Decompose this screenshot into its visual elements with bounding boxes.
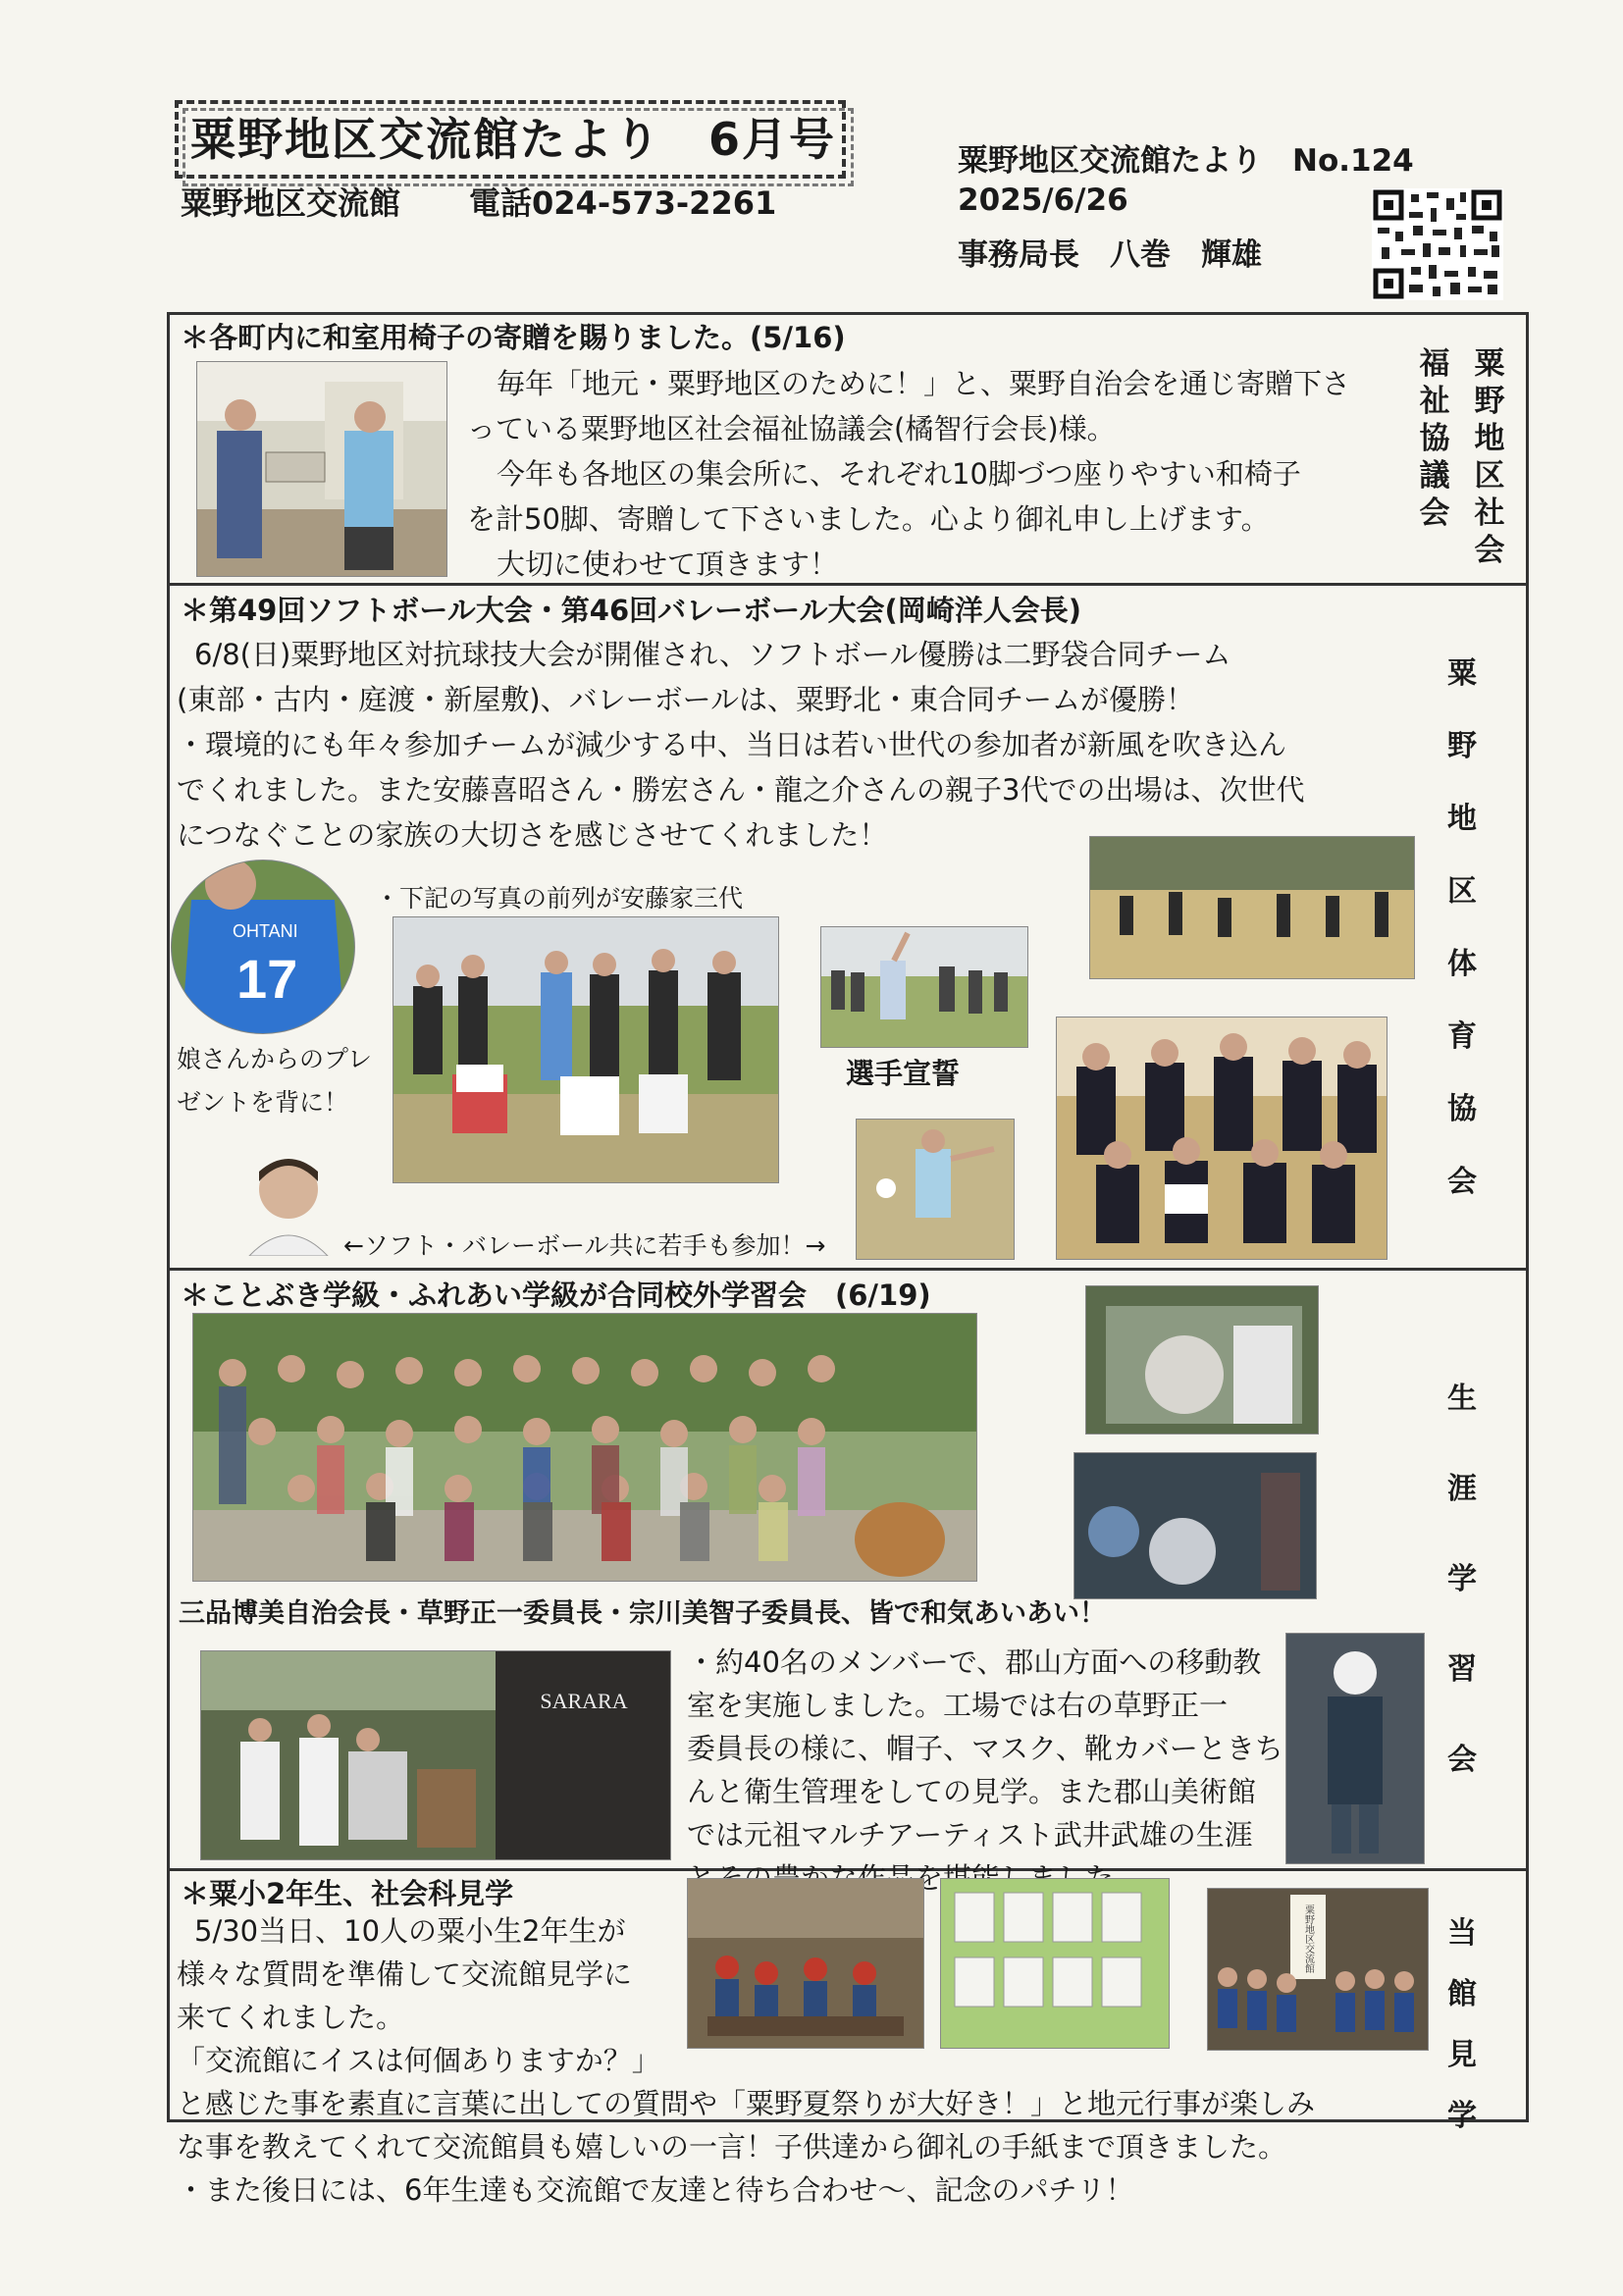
committee-chair-photo: [1285, 1633, 1425, 1864]
text-line: 毎年「地元・粟野地区のために！」と、粟野自治会を通じ寄贈下さ: [497, 367, 1351, 400]
students-classroom-photo: [687, 1878, 924, 2049]
text-line: (東部・古内・庭渡・新屋敷)、バレーボールは、粟野北・東合同チームが優勝！: [177, 683, 1195, 716]
jersey-name-text: OHTANI: [233, 921, 298, 941]
text-line: を計50脚、寄贈して下さいました。心より御礼申し上げます。: [467, 502, 1270, 536]
side-label-sports-association: 粟野地区体育協会: [1447, 656, 1477, 1199]
text-line: 5/30当日、10人の粟小生2年生が: [194, 1914, 626, 1948]
side-label-facility-visit: 当館見学: [1447, 1916, 1477, 2133]
young-players-caption: ←ソフト・バレーボール共に若手も参加！→: [343, 1231, 826, 1260]
section1-text: [467, 361, 1350, 587]
text-line: な事を教えてくれて交流館員も嬉しいの一言！子供達から御礼の手紙まで頂きました。: [177, 2130, 1287, 2164]
text-line: ・環境的にも年々参加チームが減少する中、当日は若い世代の参加者が新風を吹き込ん: [177, 728, 1287, 761]
text-line: 6/8(日)粟野地区対抗球技大会が開催され、ソフトボール優勝は二野袋合同チーム: [194, 638, 1231, 671]
text-line: 室を実施しました。工場では右の草野正一: [687, 1689, 1229, 1722]
text-line: 来てくれました。: [177, 2001, 405, 2034]
chair-donation-photo: [196, 361, 447, 577]
text-line: ・約40名のメンバーで、郡山方面への移動教: [687, 1645, 1262, 1679]
sixth-graders-photo: [1207, 1888, 1429, 2051]
section3-text: [687, 1641, 1283, 1900]
museum-visit-photo: [200, 1650, 671, 1860]
player-oath-photo: [820, 926, 1028, 1048]
text-line: 今年も各地区の集会所に、それぞれ10脚づつ座りやすい和椅子: [497, 457, 1301, 491]
gift-caption-1: 娘さんからのプレ: [177, 1045, 373, 1073]
issue-number: 粟野地区交流館たより No.124: [958, 143, 1414, 179]
text-line: では元祖マルチアーティスト武井武雄の生涯: [687, 1818, 1253, 1852]
issue-date: 2025/6/26: [958, 183, 1128, 218]
thank-you-letters-photo: [940, 1878, 1170, 2049]
text-line: 「交流館にイスは何個ありますか？」: [177, 2044, 660, 2077]
young-player-photo: [239, 1146, 338, 1256]
factory-photo-2: [1073, 1452, 1317, 1599]
director-name: 事務局長 八巻 輝雄: [958, 237, 1262, 273]
section-title-chair-donation: ＊各町内に和室用椅子の寄贈を賜りました。(5/16): [181, 321, 846, 354]
section2-text: [177, 632, 1304, 858]
phone-number: 電話024-573-2261: [469, 184, 777, 222]
newsletter-title: 粟野地区交流館たより 6月号: [175, 100, 846, 179]
gift-caption-2: ゼントを背に！: [177, 1088, 349, 1117]
player-oath-caption: 選手宣誓: [846, 1057, 961, 1090]
section-title-ball-games: ＊第49回ソフトボール大会・第46回バレーボール大会(岡崎洋人会長): [181, 594, 1082, 627]
gym-volleyball-photo: [1089, 836, 1415, 979]
lifelong-learning-group-photo: [192, 1313, 977, 1582]
softball-team-photo: [393, 916, 779, 1183]
text-line: ・また後日には、6年生達も交流館で友達と待ち合わせ～、記念のパチリ！: [177, 2173, 1134, 2207]
side-label-welfare-b: 福祉協議会: [1419, 346, 1450, 531]
section-title-class-visit: ＊粟小2年生、社会科見学: [181, 1877, 514, 1910]
section-divider: [167, 1268, 1529, 1271]
organization-name: 粟野地区交流館: [181, 184, 401, 222]
qr-code-icon[interactable]: [1372, 188, 1503, 300]
factory-photo-1: [1085, 1285, 1319, 1435]
text-line: 様々な質問を準備して交流館見学に: [177, 1957, 633, 1991]
text-line: と感じた事を素直に言葉に出しての質問や「粟野夏祭りが大好き！」と地元行事が楽しみ: [177, 2087, 1316, 2120]
text-line: でくれました。また安藤喜昭さん・勝宏さん・龍之介さんの親子3代での出場は、次世代: [177, 773, 1305, 807]
jersey-photo: [171, 860, 355, 1034]
organization-line: [181, 179, 776, 224]
text-line: 大切に使わせて頂きます！: [497, 548, 839, 581]
group-photo-caption: 三品博美自治会長・草野正一委員長・宗川美智子委員長、皆で和気あいあい！: [179, 1598, 1106, 1629]
text-line: 委員長の様に、帽子、マスク、靴カバーときち: [687, 1732, 1283, 1765]
museum-sign-text: SARARA: [540, 1689, 628, 1713]
side-label-welfare-a: 粟野地区社会: [1474, 346, 1505, 568]
facility-banner-text: 粟野地区交流館: [1302, 1905, 1314, 1973]
text-line: んと衛生管理をしての見学。また郡山美術館: [687, 1775, 1257, 1808]
section-title-field-trip: ＊ことぶき学級・ふれあい学級が合同校外学習会 (6/19): [181, 1278, 931, 1312]
text-line: につなぐことの家族の大切さを感じさせてくれました！: [177, 818, 888, 852]
text-line: っている粟野地区社会福祉協議会(橘智行会長)様。: [467, 412, 1116, 445]
photo-note: ・下記の写真の前列が安藤家三代: [375, 884, 744, 913]
volleyball-player-photo: [856, 1119, 1015, 1260]
jersey-number-text: 17: [236, 948, 298, 1010]
volleyball-team-photo: [1056, 1017, 1387, 1260]
side-label-lifelong-learning: 生涯学習会: [1447, 1382, 1477, 1777]
